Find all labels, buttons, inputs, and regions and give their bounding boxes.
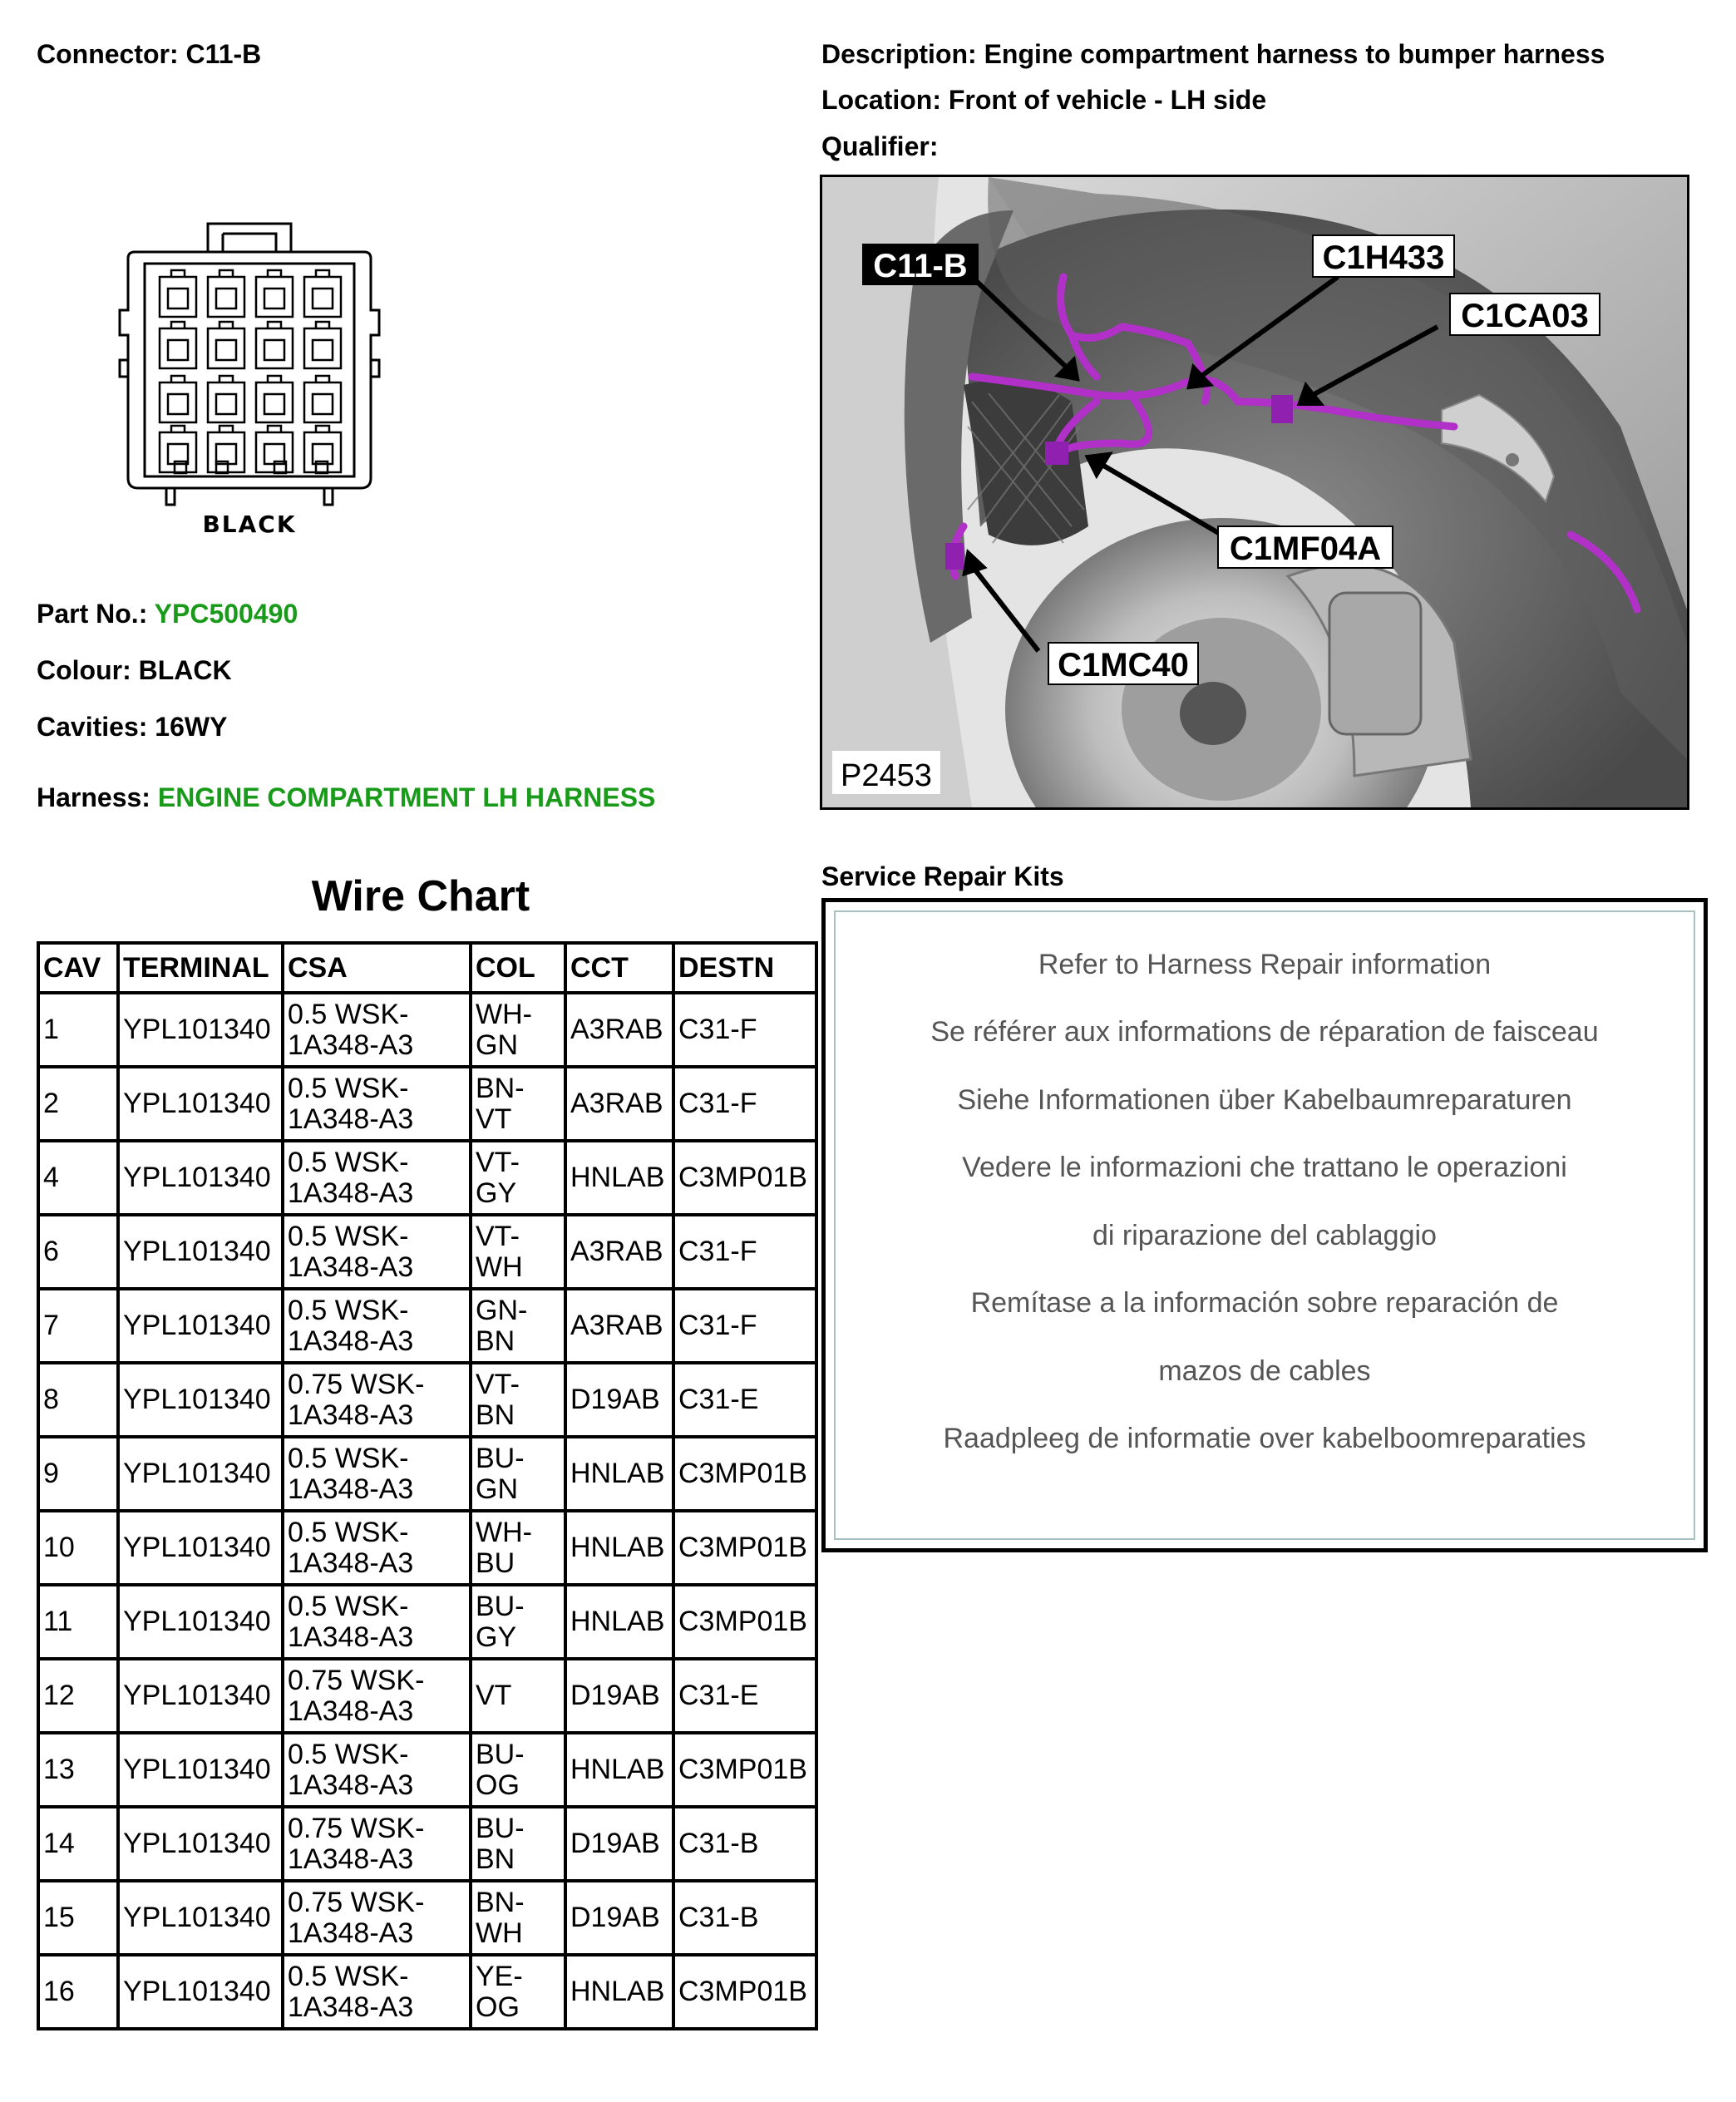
- destn-cell: [673, 1659, 816, 1733]
- col-cell: [471, 1363, 565, 1437]
- destn-cell: [673, 1141, 816, 1215]
- colour-label: Colour:: [37, 655, 131, 685]
- cct-cell-line: HNLAB: [570, 1532, 665, 1563]
- table-row: [38, 1437, 816, 1511]
- wire-chart-title: Wire Chart: [311, 872, 530, 920]
- col-cell-line: GN: [476, 1029, 518, 1061]
- csa-cell: [283, 1659, 471, 1733]
- csa-cell: [283, 1141, 471, 1215]
- terminal-cell: [118, 1807, 283, 1881]
- col-cell-line: BN: [476, 1325, 515, 1357]
- terminal-cell-line: YPL101340: [123, 1310, 271, 1341]
- repair-line-3: Siehe Informationen über Kabelbaumreparaturen: [957, 1084, 1572, 1116]
- location-label: Location:: [821, 85, 941, 115]
- terminal-cell: [118, 1659, 283, 1733]
- vehicle-location-photo: [820, 175, 1689, 810]
- col-cell-line: BN-: [476, 1072, 525, 1104]
- csa-cell-line: 1A348-A3: [288, 1473, 414, 1505]
- destn-cell: [673, 1955, 816, 2029]
- table-row: [38, 1289, 816, 1363]
- destn-cell-line: C31-F: [678, 1236, 757, 1267]
- col-cell-line: BN-: [476, 1886, 525, 1918]
- col-cell: [471, 1141, 565, 1215]
- terminal-cell-line: YPL101340: [123, 1680, 271, 1711]
- destn-cell-line: C3MP01B: [678, 1606, 807, 1637]
- destn-cell-line: C31-F: [678, 1310, 757, 1341]
- col-cell-line: GN-: [476, 1294, 528, 1326]
- repair-kits-inner: [834, 910, 1695, 1540]
- cct-cell: [565, 1289, 673, 1363]
- cav-cell-line: 14: [43, 1828, 75, 1859]
- connector-face-label: BLACK: [202, 511, 297, 538]
- cav-cell: [38, 1437, 118, 1511]
- cav-cell: [38, 1363, 118, 1437]
- col-cell: [471, 1659, 565, 1733]
- cav-cell-line: 10: [43, 1532, 75, 1563]
- col-cell: [471, 1807, 565, 1881]
- terminal-cell: [118, 1141, 283, 1215]
- cav-cell: [38, 1585, 118, 1659]
- callout-c11b: C11-B: [873, 248, 968, 284]
- csa-cell: [283, 1067, 471, 1141]
- table-row: [38, 1733, 816, 1807]
- cav-cell: [38, 1067, 118, 1141]
- cav-cell-line: 13: [43, 1754, 75, 1785]
- description-line: [821, 39, 1605, 70]
- destn-cell: [673, 1585, 816, 1659]
- csa-cell-line: 0.5 WSK-: [288, 1590, 409, 1622]
- cct-cell: [565, 1585, 673, 1659]
- col-cell: [471, 1733, 565, 1807]
- destn-cell-line: C3MP01B: [678, 1532, 807, 1563]
- repair-line-4: Vedere le informazioni che trattano le operazioni: [962, 1152, 1567, 1183]
- table-row: [38, 1955, 816, 2029]
- repair-line-2: Se référer aux informations de réparation de faisceau: [930, 1016, 1599, 1048]
- destn-cell: [673, 1215, 816, 1289]
- col-cell-line: BU-: [476, 1738, 525, 1770]
- terminal-cell-line: YPL101340: [123, 1458, 271, 1489]
- cct-cell-line: D19AB: [570, 1680, 660, 1711]
- connector-title: [37, 39, 261, 70]
- col-cell: [471, 1289, 565, 1363]
- col-cell-line: GY: [476, 1621, 517, 1653]
- cav-cell: [38, 1141, 118, 1215]
- table-row: [38, 1141, 816, 1215]
- csa-cell-line: 1A348-A3: [288, 1325, 414, 1357]
- col-cell-line: YE-: [476, 1960, 523, 1992]
- csa-cell: [283, 993, 471, 1067]
- csa-cell-line: 1A348-A3: [288, 1399, 414, 1431]
- wire-chart-body: [38, 993, 816, 2029]
- cct-cell-line: HNLAB: [570, 1606, 665, 1637]
- col-cell-line: VT: [476, 1680, 512, 1711]
- terminal-cell: [118, 1955, 283, 2029]
- table-row: [38, 993, 816, 1067]
- location-value: Front of vehicle - LH side: [948, 85, 1267, 115]
- cav-cell-line: 4: [43, 1162, 59, 1193]
- col-cell: [471, 993, 565, 1067]
- cavities-label: Cavities:: [37, 712, 148, 742]
- csa-cell-line: 0.5 WSK-: [288, 998, 409, 1030]
- col-cell-line: BN: [476, 1399, 515, 1431]
- col-cell-line: OG: [476, 1769, 520, 1801]
- col-cell-line: GN: [476, 1473, 518, 1505]
- col-cell-line: BU-: [476, 1590, 525, 1622]
- terminal-cell: [118, 1067, 283, 1141]
- col-cell: [471, 1067, 565, 1141]
- cct-cell-line: A3RAB: [570, 1014, 663, 1045]
- cct-cell: [565, 1215, 673, 1289]
- csa-cell-line: 1A348-A3: [288, 1177, 414, 1209]
- cct-cell: [565, 993, 673, 1067]
- csa-cell-line: 1A348-A3: [288, 1103, 414, 1135]
- repair-kits-title: Service Repair Kits: [821, 861, 1064, 891]
- csa-cell-line: 0.75 WSK-: [288, 1886, 425, 1918]
- table-row: [38, 1807, 816, 1881]
- csa-cell-line: 0.75 WSK-: [288, 1664, 425, 1696]
- callout-c1mc40: C1MC40: [1058, 647, 1189, 683]
- csa-cell-line: 1A348-A3: [288, 1991, 414, 2023]
- cav-cell: [38, 1215, 118, 1289]
- header-cct: CCT: [565, 943, 673, 993]
- terminal-cell: [118, 1363, 283, 1437]
- cavities-value: 16WY: [155, 712, 228, 742]
- cct-cell-line: HNLAB: [570, 1754, 665, 1785]
- csa-cell-line: 0.5 WSK-: [288, 1960, 409, 1992]
- csa-cell-line: 1A348-A3: [288, 1251, 414, 1283]
- csa-cell: [283, 1733, 471, 1807]
- callout-c1ca03: C1CA03: [1461, 298, 1589, 334]
- col-cell: [471, 1881, 565, 1955]
- cct-cell: [565, 1437, 673, 1511]
- repair-line-8: Raadpleeg de informatie over kabelboomreparaties: [943, 1423, 1586, 1454]
- terminal-cell-line: YPL101340: [123, 1606, 271, 1637]
- table-row: [38, 1881, 816, 1955]
- destn-cell: [673, 1807, 816, 1881]
- csa-cell: [283, 1437, 471, 1511]
- header-csa: CSA: [283, 943, 471, 993]
- terminal-cell: [118, 1437, 283, 1511]
- col-cell-line: WH-: [476, 1516, 532, 1548]
- cav-cell: [38, 1807, 118, 1881]
- connector-label: Connector:: [37, 39, 179, 69]
- terminal-cell-line: YPL101340: [123, 1088, 271, 1119]
- repair-line-5: di riparazione del cablaggio: [1092, 1220, 1437, 1251]
- destn-cell: [673, 993, 816, 1067]
- cav-cell: [38, 1955, 118, 2029]
- cavities-line: [37, 712, 227, 743]
- terminal-cell: [118, 993, 283, 1067]
- cct-cell-line: A3RAB: [570, 1310, 663, 1341]
- description-label: Description:: [821, 39, 977, 69]
- terminal-cell: [118, 1215, 283, 1289]
- destn-cell-line: C31-B: [678, 1828, 759, 1859]
- table-row: [38, 1067, 816, 1141]
- csa-cell-line: 0.5 WSK-: [288, 1516, 409, 1548]
- table-row: [38, 1511, 816, 1585]
- destn-cell: [673, 1881, 816, 1955]
- part-no-value: YPC500490: [154, 599, 298, 629]
- part-no-label: Part No.:: [37, 599, 148, 629]
- cct-cell-line: HNLAB: [570, 1458, 665, 1489]
- destn-cell-line: C31-E: [678, 1680, 759, 1711]
- cct-cell: [565, 1881, 673, 1955]
- destn-cell: [673, 1067, 816, 1141]
- terminal-cell-line: YPL101340: [123, 1162, 271, 1193]
- cct-cell-line: HNLAB: [570, 1162, 665, 1193]
- header-terminal: TERMINAL: [118, 943, 283, 993]
- terminal-cell-line: YPL101340: [123, 1902, 271, 1933]
- qualifier-line: [821, 131, 938, 162]
- terminal-cell: [118, 1881, 283, 1955]
- cav-cell-line: 12: [43, 1680, 75, 1711]
- csa-cell-line: 1A348-A3: [288, 1621, 414, 1653]
- col-cell: [471, 1215, 565, 1289]
- col-cell: [471, 1511, 565, 1585]
- connector-face-diagram: [116, 212, 382, 540]
- qualifier-label: Qualifier:: [821, 131, 939, 161]
- terminal-cell: [118, 1733, 283, 1807]
- col-cell: [471, 1585, 565, 1659]
- connector-value: C11-B: [185, 39, 262, 69]
- terminal-cell: [118, 1289, 283, 1363]
- terminal-cell: [118, 1585, 283, 1659]
- header-cav: CAV: [38, 943, 118, 993]
- col-cell-line: BU-: [476, 1442, 525, 1474]
- destn-cell: [673, 1289, 816, 1363]
- cav-cell-line: 6: [43, 1236, 59, 1267]
- cct-cell: [565, 1733, 673, 1807]
- table-row: [38, 1659, 816, 1733]
- table-row: [38, 1215, 816, 1289]
- destn-cell-line: C3MP01B: [678, 1458, 807, 1489]
- repair-kits-box: [821, 898, 1708, 1552]
- terminal-cell-line: YPL101340: [123, 1754, 271, 1785]
- header-destn: DESTN: [673, 943, 816, 993]
- cct-cell: [565, 1067, 673, 1141]
- cct-cell: [565, 1955, 673, 2029]
- csa-cell: [283, 1363, 471, 1437]
- cct-cell-line: D19AB: [570, 1902, 660, 1933]
- description-value: Engine compartment harness to bumper harness: [984, 39, 1605, 69]
- csa-cell-line: 1A348-A3: [288, 1917, 414, 1949]
- destn-cell: [673, 1437, 816, 1511]
- cav-cell: [38, 1659, 118, 1733]
- csa-cell-line: 0.5 WSK-: [288, 1146, 409, 1178]
- col-cell: [471, 1437, 565, 1511]
- col-cell-line: OG: [476, 1991, 520, 2023]
- csa-cell-line: 1A348-A3: [288, 1843, 414, 1875]
- terminal-cell-line: YPL101340: [123, 1828, 271, 1859]
- terminal-cell: [118, 1511, 283, 1585]
- destn-cell: [673, 1363, 816, 1437]
- cav-cell-line: 15: [43, 1902, 75, 1933]
- cav-cell: [38, 1511, 118, 1585]
- colour-value: BLACK: [138, 655, 232, 685]
- cav-cell-line: 8: [43, 1384, 59, 1415]
- csa-cell: [283, 1215, 471, 1289]
- cav-cell: [38, 993, 118, 1067]
- col-cell-line: BU: [476, 1547, 515, 1579]
- col-cell-line: VT: [476, 1103, 512, 1135]
- csa-cell-line: 1A348-A3: [288, 1029, 414, 1061]
- terminal-cell-line: YPL101340: [123, 1384, 271, 1415]
- photo-figure-id: P2453: [841, 758, 932, 793]
- col-cell-line: GY: [476, 1177, 517, 1209]
- csa-cell: [283, 1585, 471, 1659]
- destn-cell-line: C31-F: [678, 1014, 757, 1045]
- repair-line-6: Remítase a la información sobre reparación de: [970, 1287, 1559, 1319]
- cct-cell-line: HNLAB: [570, 1976, 665, 2007]
- col-cell-line: WH: [476, 1917, 523, 1949]
- csa-cell: [283, 1289, 471, 1363]
- terminal-cell-line: YPL101340: [123, 1976, 271, 2007]
- callout-c1mf04a: C1MF04A: [1229, 530, 1382, 567]
- cct-cell-line: D19AB: [570, 1828, 660, 1859]
- harness-value: ENGINE COMPARTMENT LH HARNESS: [157, 782, 656, 812]
- cct-cell-line: A3RAB: [570, 1236, 663, 1267]
- col-cell-line: VT-: [476, 1220, 520, 1252]
- wire-chart-table: [37, 941, 818, 2030]
- cct-cell: [565, 1363, 673, 1437]
- location-line: [821, 85, 1266, 116]
- csa-cell: [283, 1807, 471, 1881]
- csa-cell-line: 0.5 WSK-: [288, 1072, 409, 1104]
- csa-cell-line: 0.5 WSK-: [288, 1442, 409, 1474]
- cav-cell-line: 2: [43, 1088, 59, 1119]
- csa-cell-line: 0.5 WSK-: [288, 1220, 409, 1252]
- col-cell-line: WH-: [476, 998, 532, 1030]
- csa-cell: [283, 1881, 471, 1955]
- csa-cell-line: 0.5 WSK-: [288, 1294, 409, 1326]
- table-row: [38, 1363, 816, 1437]
- cav-cell-line: 9: [43, 1458, 59, 1489]
- cct-cell: [565, 1807, 673, 1881]
- col-cell-line: BU-: [476, 1812, 525, 1844]
- col-cell-line: VT-: [476, 1146, 520, 1178]
- destn-cell: [673, 1511, 816, 1585]
- destn-cell: [673, 1733, 816, 1807]
- repair-line-7: mazos de cables: [1158, 1355, 1371, 1387]
- destn-cell-line: C31-B: [678, 1902, 759, 1933]
- csa-cell-line: 0.75 WSK-: [288, 1812, 425, 1844]
- destn-cell-line: C31-F: [678, 1088, 757, 1119]
- cct-cell: [565, 1141, 673, 1215]
- col-cell-line: BN: [476, 1843, 515, 1875]
- cav-cell-line: 7: [43, 1310, 59, 1341]
- callout-c1h433: C1H433: [1322, 239, 1445, 276]
- cav-cell-line: 1: [43, 1014, 59, 1045]
- cav-cell-line: 11: [43, 1606, 73, 1637]
- cct-cell: [565, 1659, 673, 1733]
- destn-cell-line: C3MP01B: [678, 1754, 807, 1785]
- col-cell-line: VT-: [476, 1368, 520, 1400]
- harness-label: Harness:: [37, 782, 150, 812]
- csa-cell-line: 1A348-A3: [288, 1769, 414, 1801]
- repair-line-1: Refer to Harness Repair information: [1038, 949, 1492, 980]
- cct-cell-line: D19AB: [570, 1384, 660, 1415]
- cct-cell-line: A3RAB: [570, 1088, 663, 1119]
- table-row: [38, 1585, 816, 1659]
- col-cell-line: WH: [476, 1251, 523, 1283]
- harness-line: [37, 782, 655, 813]
- cav-cell: [38, 1881, 118, 1955]
- cav-cell-line: 16: [43, 1976, 75, 2007]
- csa-cell: [283, 1955, 471, 2029]
- col-cell: [471, 1955, 565, 2029]
- csa-cell-line: 1A348-A3: [288, 1695, 414, 1727]
- cct-cell: [565, 1511, 673, 1585]
- destn-cell-line: C3MP01B: [678, 1976, 807, 2007]
- colour-line: [37, 655, 232, 686]
- terminal-cell-line: YPL101340: [123, 1014, 271, 1045]
- csa-cell-line: 0.5 WSK-: [288, 1738, 409, 1770]
- cav-cell: [38, 1733, 118, 1807]
- csa-cell-line: 1A348-A3: [288, 1547, 414, 1579]
- csa-cell: [283, 1511, 471, 1585]
- destn-cell-line: C31-E: [678, 1384, 759, 1415]
- terminal-cell-line: YPL101340: [123, 1532, 271, 1563]
- destn-cell-line: C3MP01B: [678, 1162, 807, 1193]
- part-no-line: [37, 599, 298, 629]
- cav-cell: [38, 1289, 118, 1363]
- wire-chart-header-row: [38, 943, 816, 993]
- terminal-cell-line: YPL101340: [123, 1236, 271, 1267]
- header-col: COL: [471, 943, 565, 993]
- csa-cell-line: 0.75 WSK-: [288, 1368, 425, 1400]
